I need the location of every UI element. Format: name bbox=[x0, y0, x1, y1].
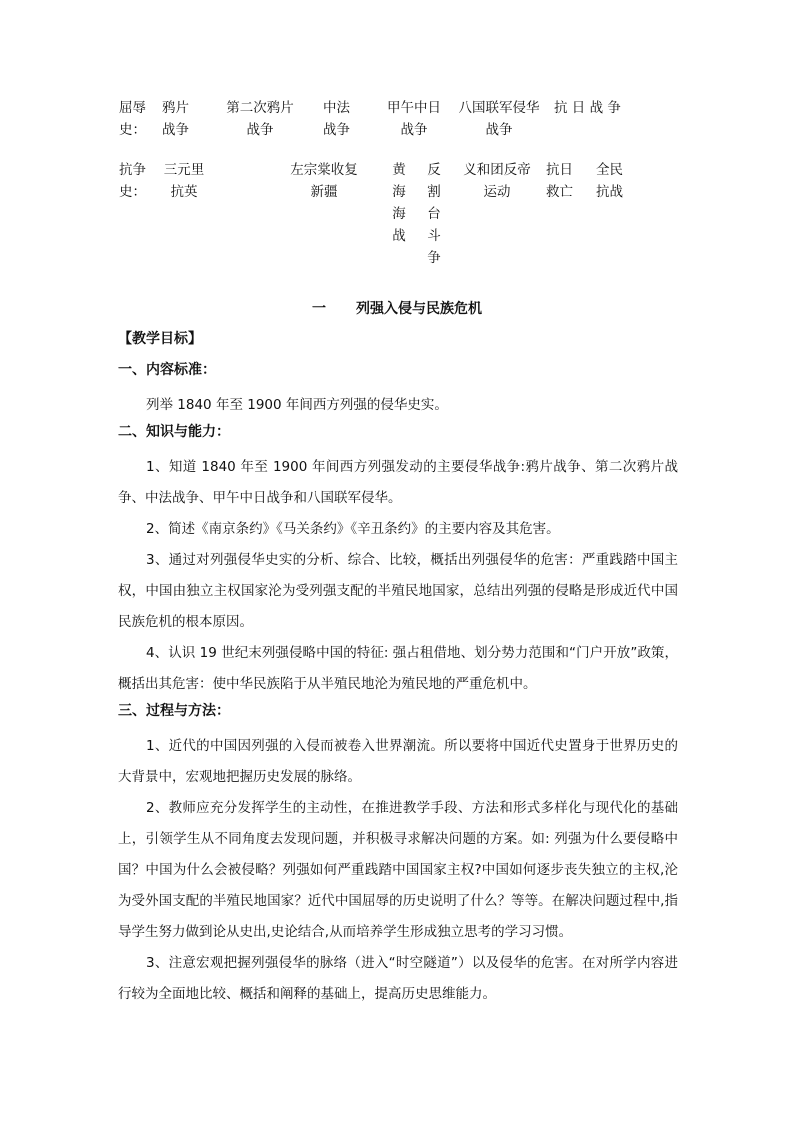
paragraph: 1、知道 1840 年至 1900 年间西方列强发动的主要侵华战争:鸦片战争、第二次鸦片战争、中法战争、甲午中日战争和八国联军侵华。 bbox=[118, 459, 678, 506]
paragraph: 1、近代的中国因列强的入侵而被卷入世界潮流。所以要将中国近代史置身于世界历史的大背景中，宏观地把握历史发展的脉络。 bbox=[118, 738, 678, 785]
timeline-item-sanyuanli: 三元里 抗英 bbox=[163, 162, 205, 200]
timeline-item-anti-japanese-war: 抗 日 战 争 bbox=[554, 100, 621, 116]
paragraph: 2、教师应充分发挥学生的主动性，在推进教学手段、方法和形式多样化与现代化的基础上，引领学生从不同角度去发现问题，并积极寻求解决问题的方案。如: 列强为什么要侵略中国？中国为什么会被侵略？列强如何严重践踏中国国家主权?中国如何逐步丧失独立的主权,沦为受外国支配的半殖民地国家？近代中国屈辱的历史说明了什么？等等。在解决问题过程中,指导学生努力做到论从史出,史论结合,从而培养学生形成独立思考的学习习惯。 bbox=[118, 800, 678, 940]
timeline-item-nationwide-resistance: 全民 抗战 bbox=[596, 162, 623, 200]
timeline-item-taiwan-resistance: 反 割 台 斗 争 bbox=[427, 162, 441, 266]
document-body bbox=[118, 328, 678, 1010]
chapter-number: 一 bbox=[312, 301, 326, 317]
timeline-item-xinjiang-recovery: 左宗棠收复 新疆 bbox=[290, 162, 358, 200]
resistance-label: 抗争 史： bbox=[119, 162, 146, 200]
paragraph: 列举 1840 年至 1900 年间西方列强的侵华史实。 bbox=[146, 397, 448, 413]
chapter-title-text: 列强入侵与民族危机 bbox=[356, 301, 482, 317]
timeline-item-sino-french-war: 中法 战争 bbox=[323, 100, 350, 138]
timeline-item-yellow-sea-battle: 黄 海 海 战 bbox=[392, 162, 406, 244]
timeline-item-opium-war: 鸦片 战争 bbox=[162, 100, 189, 138]
process-method-heading: 三、过程与方法： bbox=[118, 703, 230, 719]
timeline-item-second-opium-war: 第二次鸦片 战争 bbox=[226, 100, 294, 138]
timeline-item-boxer-movement: 义和团反帝 运动 bbox=[463, 162, 531, 200]
timeline-item-anti-japanese-salvation: 抗日 救亡 bbox=[546, 162, 573, 200]
content-standard-heading: 一、内容标准： bbox=[118, 362, 216, 378]
paragraph: 3、注意宏观把握列强侵华的脉络（进入“时空隧道”）以及侵华的危害。在对所学内容进行较为全面地比较、概括和阐释的基础上，提高历史思维能力。 bbox=[118, 955, 678, 1002]
humiliation-label: 屈辱 史： bbox=[119, 100, 146, 138]
timeline-item-sino-japanese-war: 甲午中日 战争 bbox=[387, 100, 441, 138]
paragraph: 3、通过对列强侵华史实的分析、综合、比较，概括出列强侵华的危害：严重践踏中国主权，中国由独立主权国家沦为受列强支配的半殖民地国家，总结出列强的侵略是形成近代中国民族危机的根本原因。 bbox=[118, 552, 678, 630]
timeline-item-eight-nation-invasion: 八国联军侵华 战争 bbox=[458, 100, 540, 138]
paragraph: 4、认识 19 世纪末列强侵略中国的特征: 强占租借地、划分势力范围和“门户开放”政策，概括出其危害：使中华民族陷于从半殖民地沦为殖民地的严重危机中。 bbox=[118, 645, 678, 692]
paragraph: 2、简述《南京条约》《马关条约》《辛丑条约》的主要内容及其危害。 bbox=[146, 521, 560, 537]
chapter-title bbox=[0, 298, 794, 318]
knowledge-ability-heading: 二、知识与能力： bbox=[118, 424, 230, 440]
objectives-heading: 【教学目标】 bbox=[118, 331, 202, 347]
